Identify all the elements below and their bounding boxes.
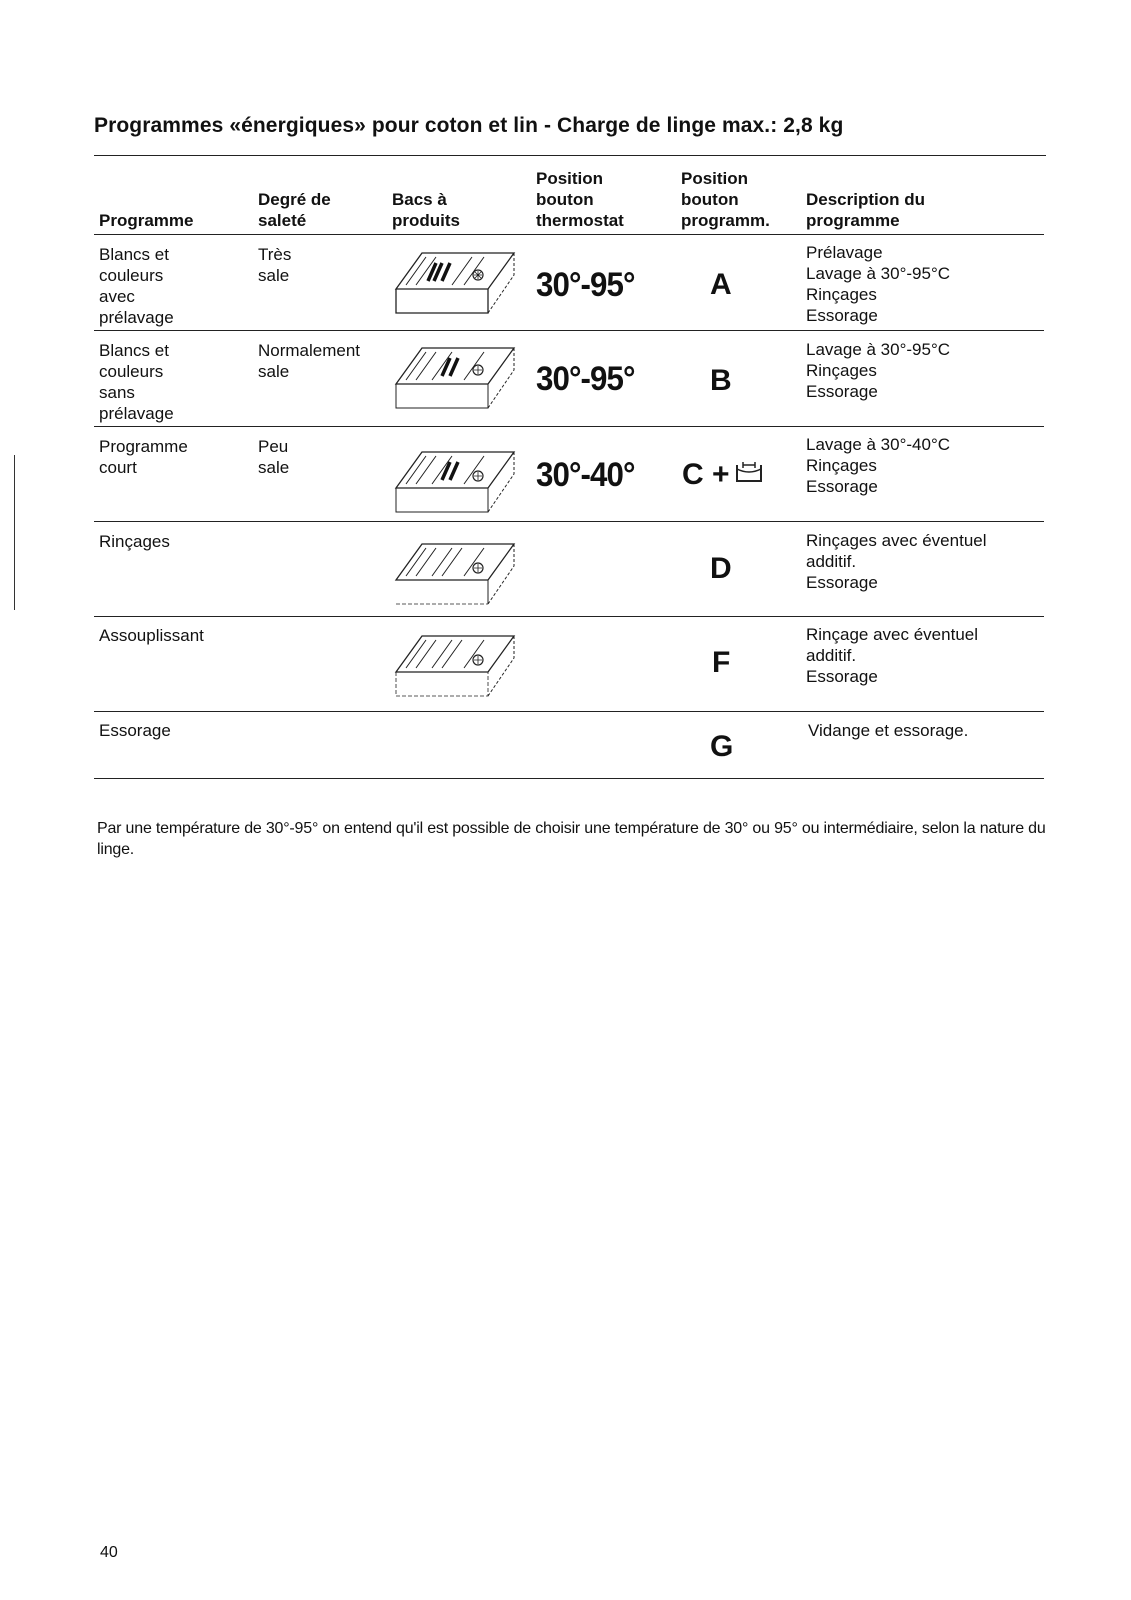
header-programme: Programme (99, 211, 194, 230)
detergent-drawer-prewash-and-wash-icon (392, 245, 520, 322)
header-bouton-programme: Position bouton programm. (681, 169, 770, 230)
row-6-bouton: G (710, 730, 734, 763)
table-bottom-rule (94, 778, 1044, 779)
header-rule (94, 234, 1044, 235)
page-number: 40 (100, 1544, 118, 1561)
row-1-bouton: A (710, 268, 732, 301)
row-5-description: Rinçage avec éventuel additif. Essorage (806, 625, 979, 686)
scan-margin-line (14, 455, 15, 610)
row-4-programme: Rinçages (99, 532, 170, 551)
row-3-programme: Programme court (99, 437, 188, 477)
row-5-bouton: F (712, 646, 731, 679)
detergent-drawer-softener-icon (392, 628, 520, 705)
row-3-salete: Peu sale (258, 437, 290, 477)
short-program-button-icon (734, 459, 764, 493)
row-2-description: Lavage à 30°-95°C Rinçages Essorage (806, 340, 951, 401)
title-rule (94, 155, 1046, 156)
row-2-bouton: B (710, 364, 732, 397)
row-rule (94, 711, 1044, 712)
header-thermostat: Position bouton thermostat (536, 169, 624, 230)
row-rule (94, 616, 1044, 617)
row-3-bouton: C + (682, 458, 764, 493)
row-1-salete: Très sale (258, 245, 292, 285)
detergent-drawer-wash-icon (392, 340, 520, 417)
detergent-drawer-wash-icon (392, 444, 520, 521)
row-3-thermostat: 30°-40° (536, 456, 635, 494)
header-degre: Degré de saleté (258, 190, 331, 230)
row-2-salete: Normalement sale (258, 341, 361, 381)
row-2-programme: Blancs et couleurs sans prélavage (99, 341, 174, 423)
row-6-description: Vidange et essorage. (808, 721, 969, 740)
page-title: Programmes «énergiques» pour coton et lin - Charge de linge max.: 2,8 kg (94, 114, 844, 137)
temperature-note: Par une température de 30°-95° on entend qu'il est possible de choisir une température de 30° ou 95° ou intermédiaire, selon la nature du linge. (97, 820, 1046, 858)
row-rule (94, 521, 1044, 522)
row-4-bouton: D (710, 552, 732, 585)
row-1-programme: Blancs et couleurs avec prélavage (99, 245, 174, 327)
row-3-description: Lavage à 30°-40°C Rinçages Essorage (806, 435, 951, 496)
row-6-programme: Essorage (99, 721, 171, 740)
row-5-programme: Assouplissant (99, 626, 204, 645)
row-1-description: Prélavage Lavage à 30°-95°C Rinçages Essorage (806, 243, 951, 325)
detergent-drawer-softener-icon (392, 536, 520, 613)
header-description: Description du programme (806, 190, 926, 230)
header-bacs: Bacs à produits (392, 190, 460, 230)
row-rule (94, 426, 1044, 427)
row-1-thermostat: 30°-95° (536, 266, 635, 304)
row-2-thermostat: 30°-95° (536, 360, 635, 398)
row-rule (94, 330, 1044, 331)
row-4-description: Rinçages avec éventuel additif. Essorage (806, 531, 987, 592)
